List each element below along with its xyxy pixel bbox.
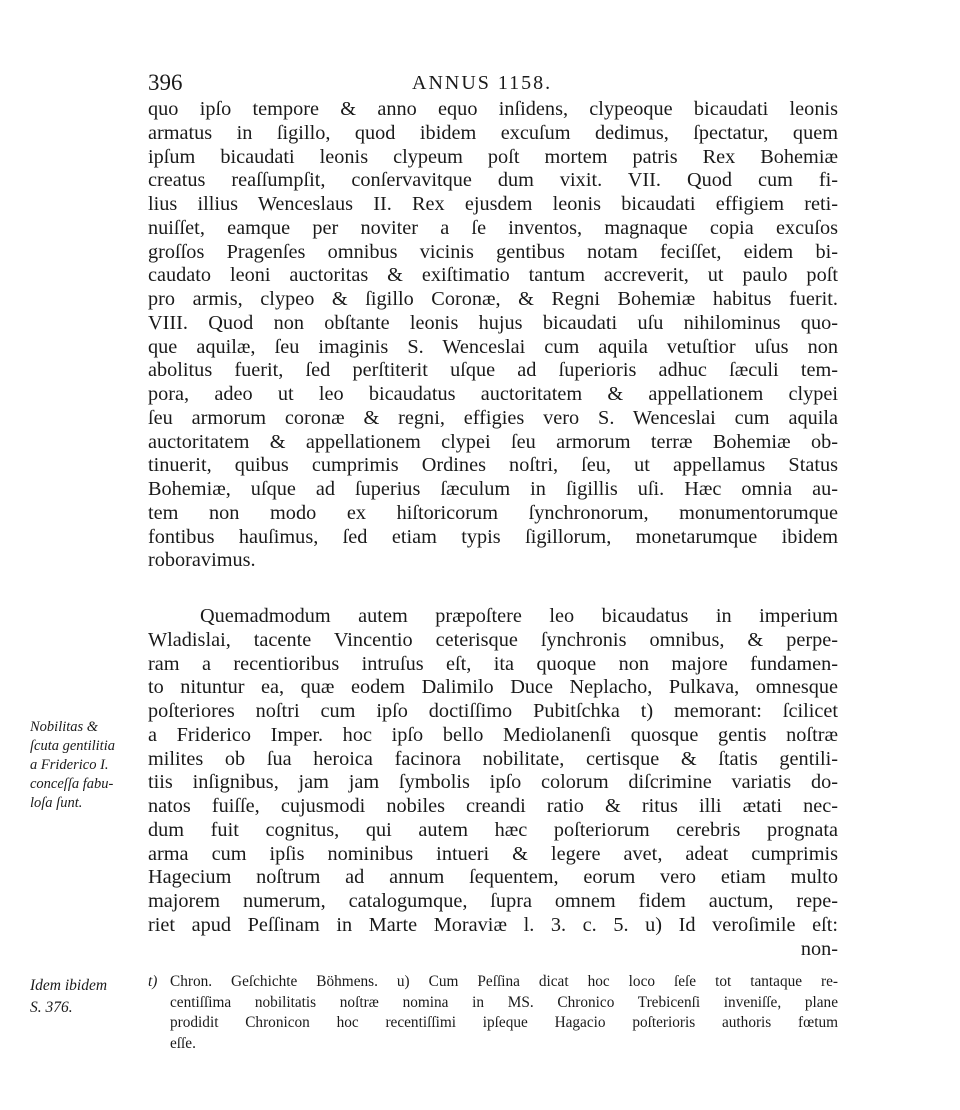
text-line: riet apud Peſſinam in Marte Moraviæ l. 3. c. 5. u) Id veroſimile eſt: (148, 913, 838, 936)
catchword: non- (800, 937, 838, 960)
text-line: arma cum ipſis nominibus intueri & legere avet, adeat cumprimis (148, 842, 838, 865)
footnote-first-line-wrap (148, 972, 838, 993)
text-line: Hagecium noſtrum ad annum ſequentem, eorum vero etiam multo (148, 866, 838, 889)
paragraph-1 (148, 98, 838, 573)
text-line: nuiſſet, eamque per noviter a ſe inventos, magnaque copia excuſos (148, 216, 838, 239)
text-line: to nituntur ea, quæ eodem Dalimilo Duce Neplacho, Pulkava, omnesque (148, 676, 838, 699)
margin-note-line: a Friderico I. (30, 757, 109, 773)
margin-note-line: loſa ſunt. (30, 795, 83, 811)
text-line: VIII. Quod non obſtante leonis hujus bicaudati uſu nihilominus quo- (148, 311, 838, 334)
text-line: creatus reaſſumpſit, conſervavitque dum vixit. VII. Quod cum fi- (148, 169, 838, 192)
text-line: tinuerit, quibus cumprimis Ordines noſtri, ſeu, ut appellamus Status (148, 454, 838, 477)
text-line: pro armis, clypeo & ſigillo Coronæ, & Regni Bohemiæ habitus fuerit. (148, 288, 838, 310)
text-line: armatus in ſigillo, quod ibidem excuſum dedimus, ſpectatur, quem (148, 121, 838, 144)
margin-note-nobilitas (30, 718, 148, 813)
text-line: ram a recentioribus intruſus eſt, ita quoque non majore fundamen- (148, 652, 838, 675)
footnote-line: eſſe. (170, 1034, 196, 1052)
text-line: lius illius Wenceslaus II. Rex ejusdem leonis bicaudati effigiem reti- (148, 193, 838, 215)
margin-note-idem-ibidem (30, 975, 148, 1019)
text-line: groſſos Pragenſes omnibus vicinis gentibus notam feciſſet, eidem bi- (148, 240, 838, 263)
text-line: ipſum bicaudati leonis clypeum poſt mortem patris Rex Bohemiæ (148, 145, 838, 168)
text-line: majorem numerum, catalogumque, ſupra omnem fidem auctum, repe- (148, 890, 838, 912)
footnote-mark: t) (148, 973, 158, 990)
page-number: 396 (148, 70, 183, 95)
text-line: tem non modo ex hiſtoricorum ſynchronorum, monumentorumque (148, 501, 838, 524)
footnote-line: Chron. Geſchichte Böhmens. u) Cum Peſſina dicat hoc loco ſeſe tot tantaque re- (170, 973, 838, 990)
margin-note-line: S. 376. (30, 999, 73, 1016)
text-line: milites ob ſua heroica facinora nobilitate, certisque & ſtatis gentili- (148, 747, 838, 770)
text-line: roboravimus. (148, 549, 256, 572)
text-line: dum fuit cognitus, qui autem hæc poſteriorum cerebris prognata (148, 818, 838, 841)
text-line: ſeu armorum coronæ & regni, effigies vero S. Wenceslai cum aquila (148, 406, 838, 429)
margin-note-line: Idem ibidem (30, 977, 108, 994)
text-line: fontibus hauſimus, ſed etiam typis ſigillorum, monetarumque ibidem (148, 525, 838, 548)
text-line: abolitus fuerit, ſed perſtiterit uſque ad ſuperioris adhuc ſæculi tem- (148, 359, 838, 382)
text-line: pora, adeo ut leo bicaudatus auctoritatem & appellationem clypei (148, 383, 838, 405)
margin-note-line: conceſſa fabu- (30, 776, 114, 792)
text-line: natos fuiſſe, cujusmodi nobiles creandi ratio & ritus illi ætati nec- (148, 795, 838, 817)
footnotes (148, 972, 838, 1054)
page-header (148, 70, 838, 100)
footnote-line: centiſſima nobilitatis noſtræ nomina in MS. Chronico Trebicenſi inveniſſe, plane (170, 993, 838, 1011)
footnote-line: prodidit Chronicon hoc recentiſſimi ipſeque Hagacio poſterioris authoris fœtum (170, 1014, 838, 1031)
text-line: quo ipſo tempore & anno equo inſidens, clypeoque bicaudati leonis (148, 98, 838, 120)
text-line: poſteriores noſtri cum ipſo doctiſſimo Pubitſchka t) memorant: ſcilicet (148, 700, 838, 722)
text-line: auctoritatem & appellationem clypei ſeu armorum terræ Bohemiæ ob- (148, 430, 838, 453)
text-line: Quemadmodum autem præpoſtere leo bicaudatus in imperium (200, 605, 838, 627)
text-line: Bohemiæ, uſque ad ſuperius ſæculum in ſigillis uſi. Hæc omnia au- (148, 478, 838, 500)
paragraph-2 (148, 605, 838, 961)
text-line: tiis inſignibus, jam jam ſymbolis ipſo colorum diſcrimine variatis do- (148, 771, 838, 794)
running-title: ANNUS 1158. (412, 72, 553, 94)
text-line: a Friderico Imper. hoc ipſo bello Mediolanenſi quosque gentis noſtræ (148, 723, 838, 746)
text-line: caudato leoni auctoritas & exiſtimatio tantum accreverit, ut paulo poſt (148, 264, 838, 287)
text-line: Wladislai, tacente Vincentio ceterisque ſynchronis omnibus, & perpe- (148, 628, 838, 651)
text-line: que aquilæ, ſeu imaginis S. Wenceslai cum aquila vetuſtior uſus non (148, 335, 838, 358)
margin-note-line: Nobilitas & (30, 719, 99, 735)
margin-note-line: ſcuta gentilitia (30, 738, 115, 754)
